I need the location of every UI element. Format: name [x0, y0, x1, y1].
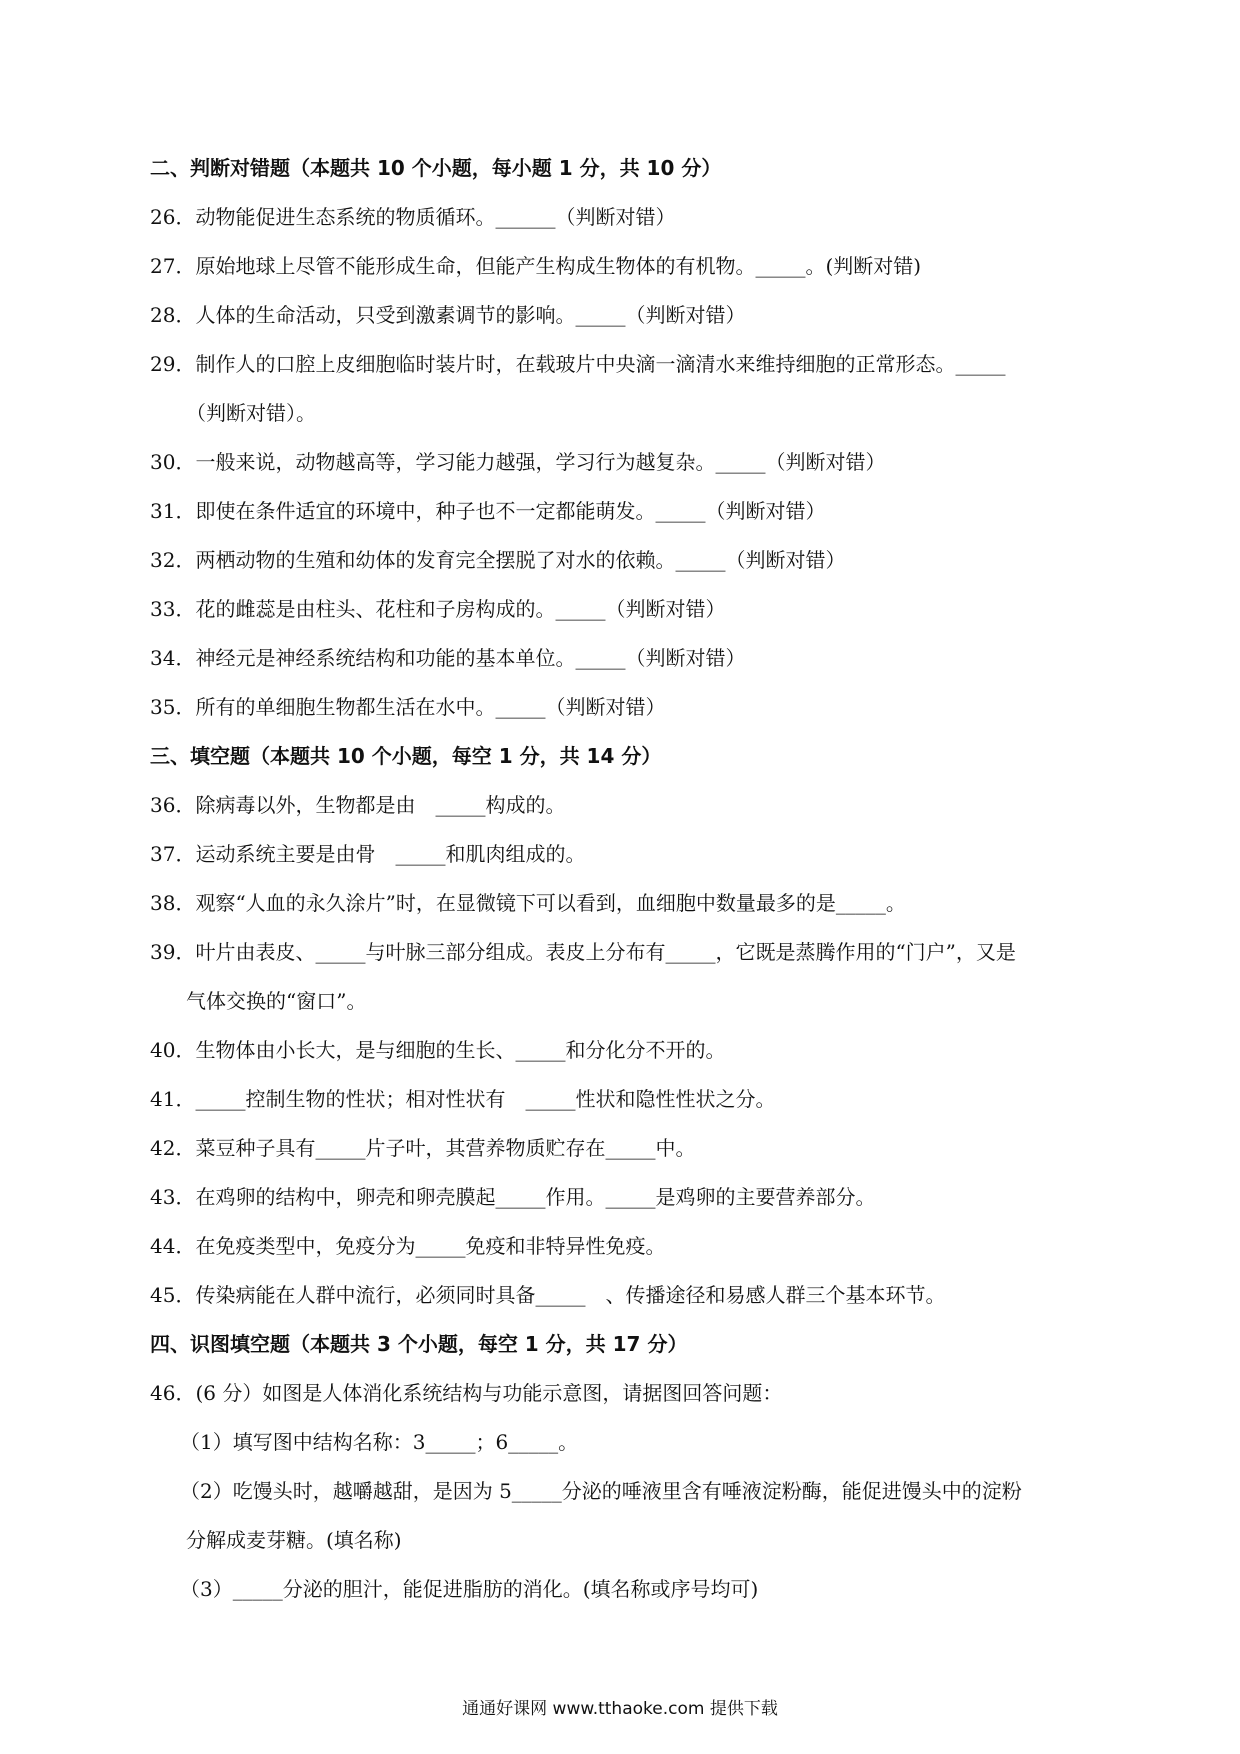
question-46-part-3: （3）_____分泌的胆汁，能促进脂肪的消化。(填名称或序号均可)	[180, 1577, 759, 1601]
question-41: 41．_____控制生物的性状；相对性状有 _____性状和隐性性状之分。	[150, 1087, 776, 1111]
question-38: 38．观察“人血的永久涂片”时，在显微镜下可以看到，血细胞中数量最多的是_____。	[150, 891, 906, 915]
question-46: 46．(6 分）如图是人体消化系统结构与功能示意图，请据图回答问题：	[150, 1381, 783, 1405]
question-45: 45．传染病能在人群中流行，必须同时具备_____ 、传播途径和易感人群三个基本环节。	[150, 1283, 946, 1307]
question-46-part-2: （2）吃馒头时，越嚼越甜，是因为 5_____分泌的唾液里含有唾液淀粉酶，能促进馒头中的淀粉	[180, 1479, 1022, 1503]
page-footer: 通通好课网 www.tthaoke.com 提供下载	[462, 1699, 778, 1719]
question-39-continuation: 气体交换的“窗口”。	[186, 989, 367, 1013]
question-34: 34．神经元是神经系统结构和功能的基本单位。_____（判断对错）	[150, 646, 746, 670]
page-content	[150, 156, 1100, 1601]
question-37: 37．运动系统主要是由骨 _____和肌肉组成的。	[150, 842, 586, 866]
question-46-part-2-continuation: 分解成麦芽糖。(填名称)	[186, 1528, 402, 1552]
question-33: 33．花的雌蕊是由柱头、花柱和子房构成的。_____（判断对错）	[150, 597, 726, 621]
question-35: 35．所有的单细胞生物都生活在水中。_____（判断对错）	[150, 695, 666, 719]
question-42: 42．菜豆种子具有_____片子叶，其营养物质贮存在_____中。	[150, 1136, 696, 1160]
question-29: 29．制作人的口腔上皮细胞临时装片时，在载玻片中央滴一滴清水来维持细胞的正常形态。_____	[150, 352, 1006, 376]
question-26: 26．动物能促进生态系统的物质循环。______（判断对错）	[150, 205, 676, 229]
question-43: 43．在鸡卵的结构中，卵壳和卵壳膜起_____作用。_____是鸡卵的主要营养部分。	[150, 1185, 876, 1209]
question-31: 31．即使在条件适宜的环境中，种子也不一定都能萌发。_____（判断对错）	[150, 499, 826, 523]
question-36: 36．除病毒以外，生物都是由 _____构成的。	[150, 793, 566, 817]
question-44: 44．在免疫类型中，免疫分为_____免疫和非特异性免疫。	[150, 1234, 666, 1258]
question-32: 32．两栖动物的生殖和幼体的发育完全摆脱了对水的依赖。_____（判断对错）	[150, 548, 846, 572]
question-30: 30．一般来说，动物越高等，学习能力越强，学习行为越复杂。_____（判断对错）	[150, 450, 886, 474]
section-heading-true-false: 二、判断对错题（本题共 10 个小题，每小题 1 分，共 10 分）	[150, 156, 722, 180]
question-28: 28．人体的生命活动，只受到激素调节的影响。_____（判断对错）	[150, 303, 746, 327]
question-40: 40．生物体由小长大，是与细胞的生长、_____和分化分不开的。	[150, 1038, 726, 1062]
question-29-continuation: （判断对错）。	[186, 401, 316, 425]
question-27: 27．原始地球上尽管不能形成生命，但能产生构成生物体的有机物。_____。(判断对错)	[150, 254, 922, 278]
section-heading-fill-blank: 三、填空题（本题共 10 个小题，每空 1 分，共 14 分）	[150, 744, 662, 768]
section-heading-diagram-fill: 四、识图填空题（本题共 3 个小题，每空 1 分，共 17 分）	[150, 1332, 688, 1356]
question-39: 39．叶片由表皮、_____与叶脉三部分组成。表皮上分布有_____，它既是蒸腾作用的“门户”，又是	[150, 940, 1016, 964]
question-46-part-1: （1）填写图中结构名称：3_____；6_____。	[180, 1430, 579, 1454]
